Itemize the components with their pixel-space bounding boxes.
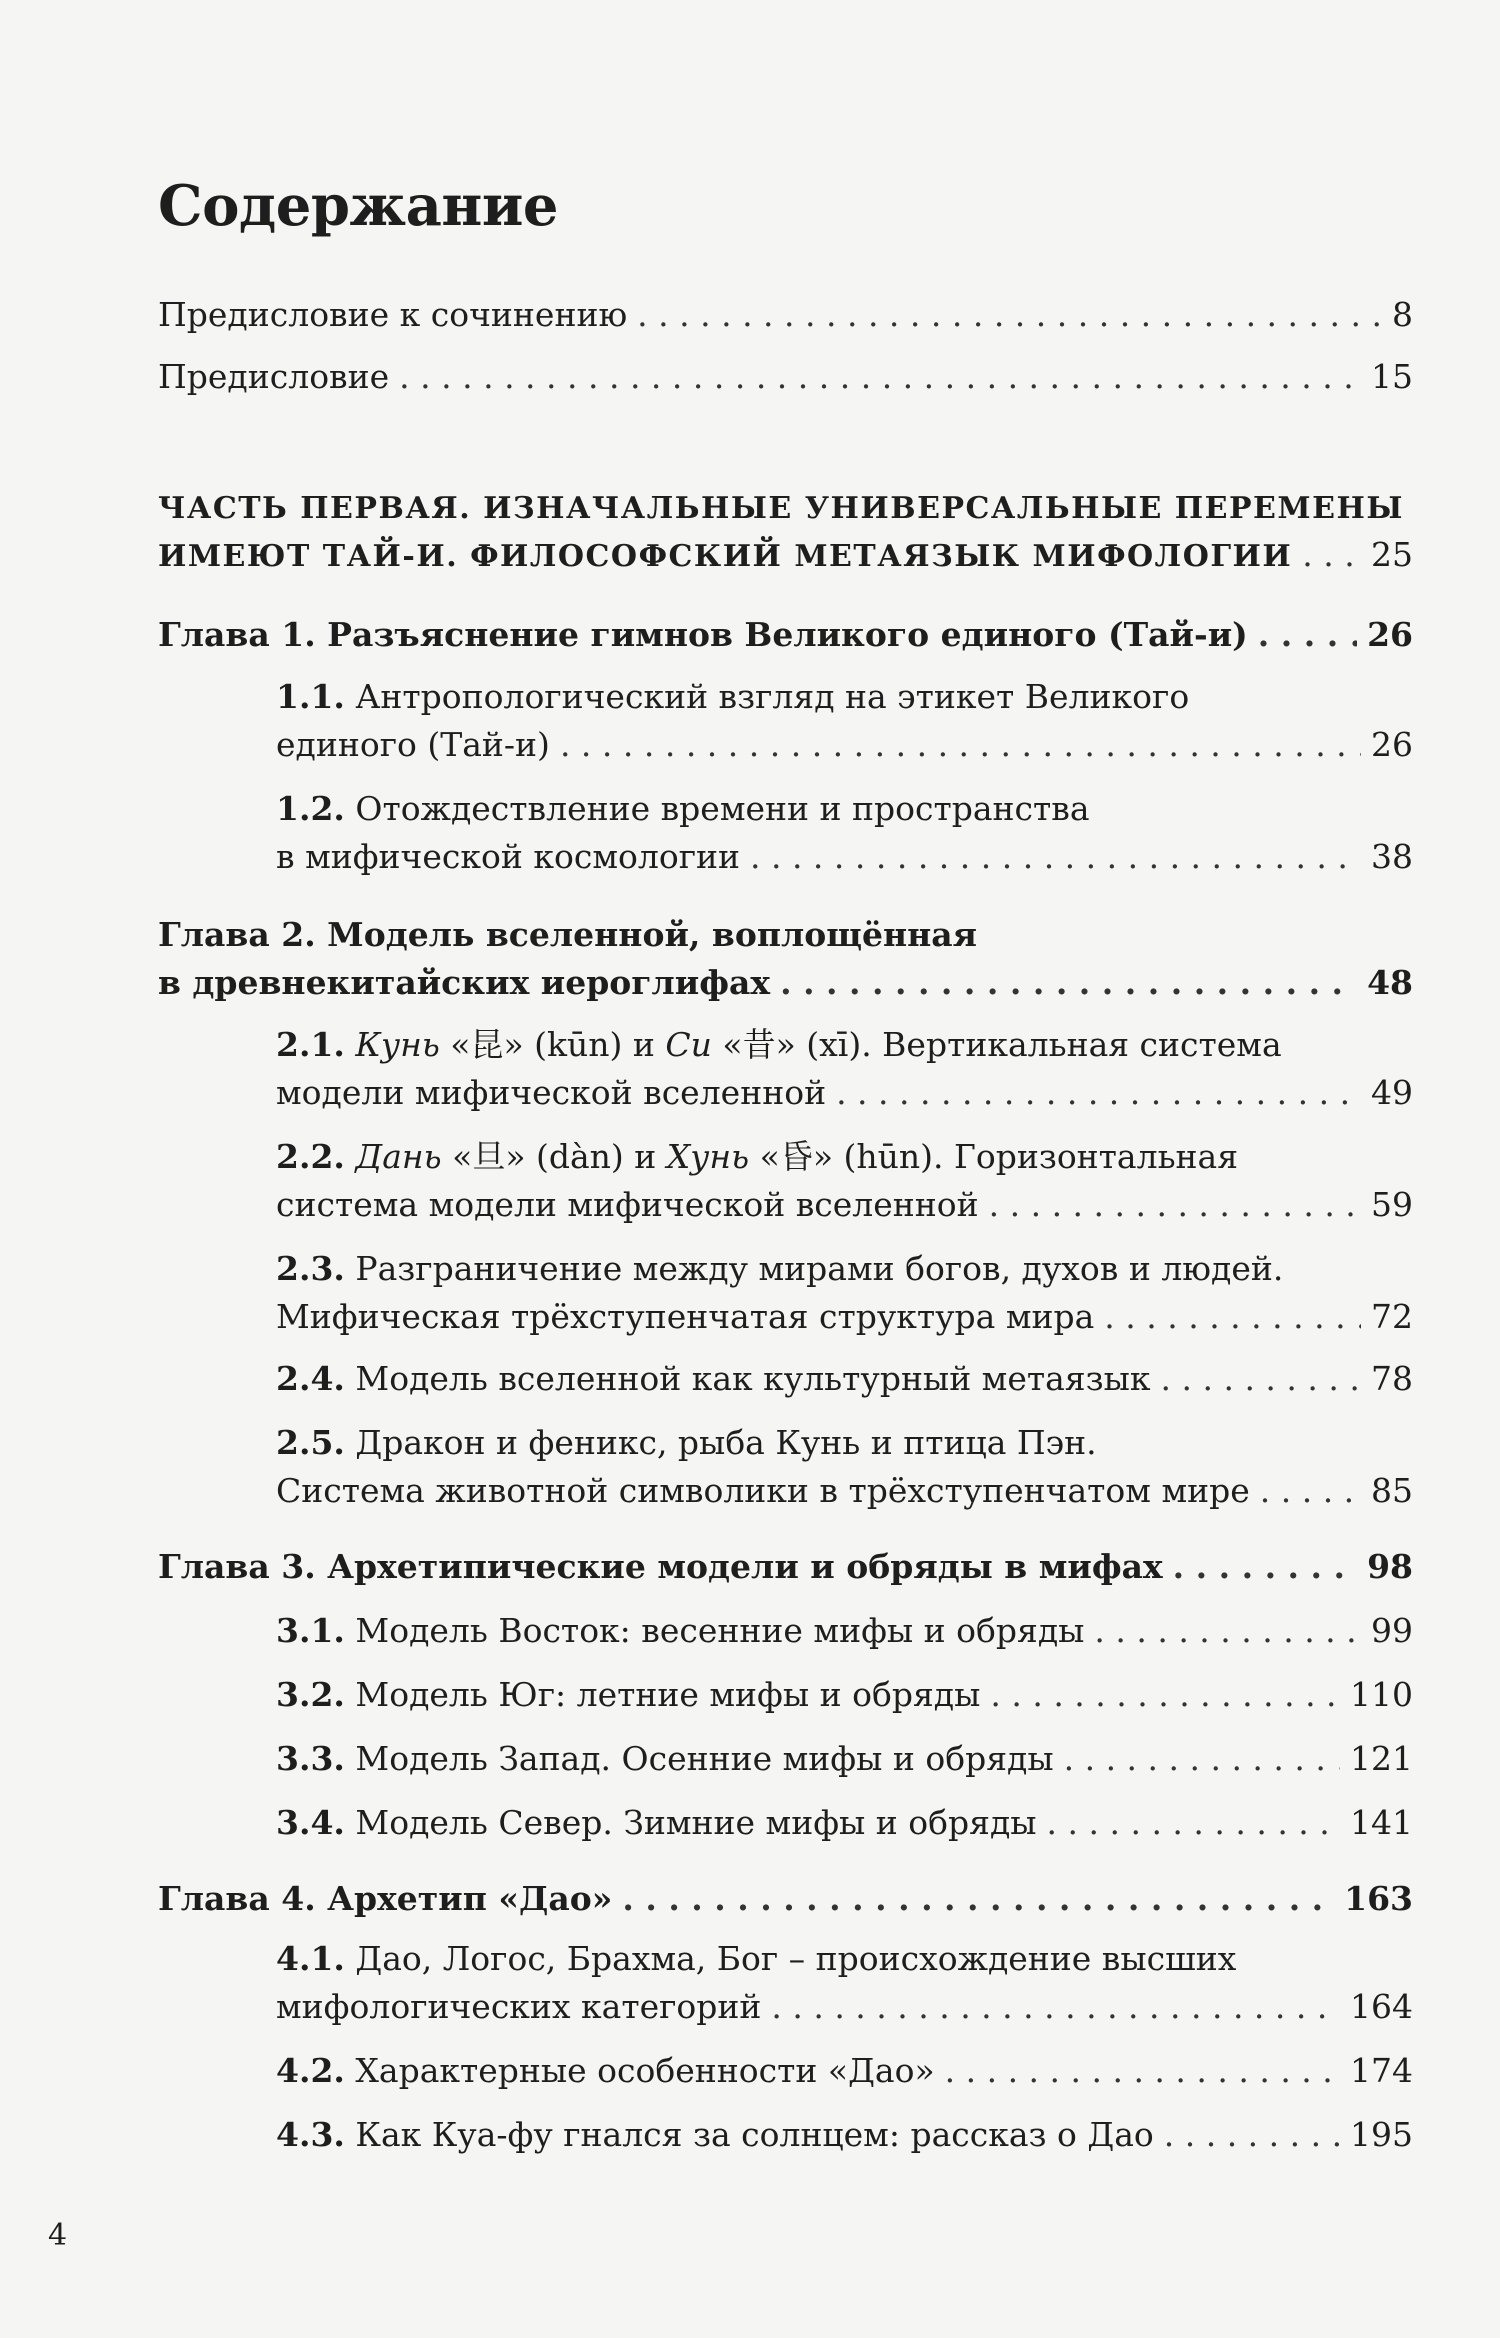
toc-entry-section-4-1[interactable]: мифологических категорий . . . 164: [276, 1984, 1413, 2030]
toc-entry-section-3-2[interactable]: 3.2. Модель Юг: летние мифы и обряды . . . 110: [276, 1672, 1413, 1718]
page-ref: 110: [1350, 1675, 1413, 1714]
page-ref: 49: [1371, 1073, 1413, 1112]
toc-entry-section-1-1[interactable]: единого (Тай-и) . . . 26: [276, 722, 1413, 768]
page-ref: 26: [1367, 615, 1413, 654]
toc-entry-foreword-to-work[interactable]: Предисловие к сочинению . . . 8: [158, 292, 1413, 338]
leader-dots: [780, 960, 1357, 1006]
toc-entry-section-4-2[interactable]: 4.2. Характерные особенности «Дао» . . . 174: [276, 2048, 1413, 2094]
page-ref: 121: [1350, 1739, 1413, 1778]
leader-dots: [1260, 1468, 1361, 1514]
toc-entry-section-4-3[interactable]: 4.3. Как Куа-фу гнался за солнцем: рассказ о Дао . . . 195: [276, 2112, 1413, 2158]
leader-dots: [990, 1672, 1340, 1718]
toc-entry-foreword[interactable]: Предисловие . . . 15: [158, 354, 1413, 400]
leader-dots: [1164, 2112, 1340, 2158]
leader-dots: [1047, 1800, 1340, 1846]
toc-entry-section-2-3[interactable]: Мифическая трёхступенчатая структура мира . . . 72: [276, 1294, 1413, 1340]
toc-entry-section-3-3[interactable]: 3.3. Модель Запад. Осенние мифы и обряды . . . 121: [276, 1736, 1413, 1782]
leader-dots: [771, 1984, 1340, 2030]
leader-dots: [622, 1876, 1334, 1922]
leader-dots: [989, 1182, 1361, 1228]
leader-dots: [1064, 1736, 1340, 1782]
page-ref: 141: [1350, 1803, 1413, 1842]
leader-dots: [1173, 1544, 1357, 1590]
page-ref: 78: [1371, 1359, 1413, 1398]
page-number: 4: [48, 2218, 68, 2253]
toc-entry-section-2-5[interactable]: Система животной символики в трёхступенчатом мире . . . 85: [276, 1468, 1413, 1514]
leader-dots: [945, 2048, 1340, 2094]
toc-entry-chapter-3[interactable]: Глава 3. Архетипические модели и обряды в мифах . . . 98: [158, 1544, 1413, 1590]
leader-dots: [1258, 612, 1357, 658]
page-ref: 99: [1371, 1611, 1413, 1650]
page-ref: 48: [1367, 963, 1413, 1002]
leader-dots: [1161, 1356, 1361, 1402]
page-ref: 85: [1371, 1471, 1413, 1510]
page-ref: 26: [1371, 725, 1413, 764]
toc-section-4-1-line1: 4.1. Дао, Логос, Брахма, Бог – происхождение высших: [276, 1939, 1237, 1978]
leader-dots: [1094, 1608, 1361, 1654]
toc-entry-chapter-1[interactable]: Глава 1. Разъяснение гимнов Великого единого (Тай-и) . . . 26: [158, 612, 1413, 658]
toc-section-2-2-line1: 2.2. Дань «旦» (dàn) и Хунь «昏» (hūn). Горизонтальная: [276, 1137, 1239, 1176]
leader-dots: [1302, 532, 1361, 578]
leader-dots: [1104, 1294, 1361, 1340]
toc-entry-chapter-2[interactable]: в древнекитайских иероглифах . . . 48: [158, 960, 1413, 1006]
page-ref: 8: [1392, 295, 1413, 334]
page-ref: 15: [1371, 357, 1413, 396]
page-ref: 163: [1344, 1879, 1413, 1918]
page-ref: 174: [1350, 2051, 1413, 2090]
toc-entry-part-one[interactable]: ИМЕЮТ ТАЙ-И. ФИЛОСОФСКИЙ МЕТАЯЗЫК МИФОЛОГИИ . . . 25: [158, 532, 1413, 580]
leader-dots: [637, 292, 1382, 338]
toc-section-1-2-line1: 1.2. Отождествление времени и пространства: [276, 789, 1090, 828]
page-ref: 98: [1367, 1547, 1413, 1586]
toc-entry-section-1-2[interactable]: в мифической космологии . . . 38: [276, 834, 1413, 880]
toc-section-1-1-line1: 1.1. Антропологический взгляд на этикет Великого: [276, 677, 1190, 716]
toc-entry-section-3-1[interactable]: 3.1. Модель Восток: весенние мифы и обряды . . . 99: [276, 1608, 1413, 1654]
page-title: Содержание: [158, 173, 559, 239]
toc-entry-section-2-1[interactable]: модели мифической вселенной . . . 49: [276, 1070, 1413, 1116]
page-ref: 195: [1350, 2115, 1413, 2154]
leader-dots: [750, 834, 1361, 880]
leader-dots: [399, 354, 1361, 400]
page-ref: 38: [1371, 837, 1413, 876]
toc-entry-section-3-4[interactable]: 3.4. Модель Север. Зимние мифы и обряды . . . 141: [276, 1800, 1413, 1846]
page-ref: 25: [1371, 535, 1413, 574]
page-ref: 72: [1371, 1297, 1413, 1336]
toc-entry-section-2-4[interactable]: 2.4. Модель вселенной как культурный метаязык . . . 78: [276, 1356, 1413, 1402]
leader-dots: [836, 1070, 1361, 1116]
toc-part-one-line1: ЧАСТЬ ПЕРВАЯ. ИЗНАЧАЛЬНЫЕ УНИВЕРСАЛЬНЫЕ ПЕРЕМЕНЫ: [158, 491, 1404, 526]
toc-entry-chapter-4[interactable]: Глава 4. Архетип «Дао» . . . 163: [158, 1876, 1413, 1922]
toc-section-2-1-line1: 2.1. Кунь «昆» (kūn) и Си «昔» (xī). Вертикальная система: [276, 1025, 1282, 1064]
leader-dots: [560, 722, 1361, 768]
toc-section-2-3-line1: 2.3. Разграничение между мирами богов, духов и людей.: [276, 1249, 1284, 1288]
toc-chapter-2-line1: Глава 2. Модель вселенной, воплощённая: [158, 915, 978, 954]
toc-section-2-5-line1: 2.5. Дракон и феникс, рыба Кунь и птица Пэн.: [276, 1423, 1097, 1462]
page-ref: 164: [1350, 1987, 1413, 2026]
toc-entry-section-2-2[interactable]: система модели мифической вселенной . . . 59: [276, 1182, 1413, 1228]
page-ref: 59: [1371, 1185, 1413, 1224]
